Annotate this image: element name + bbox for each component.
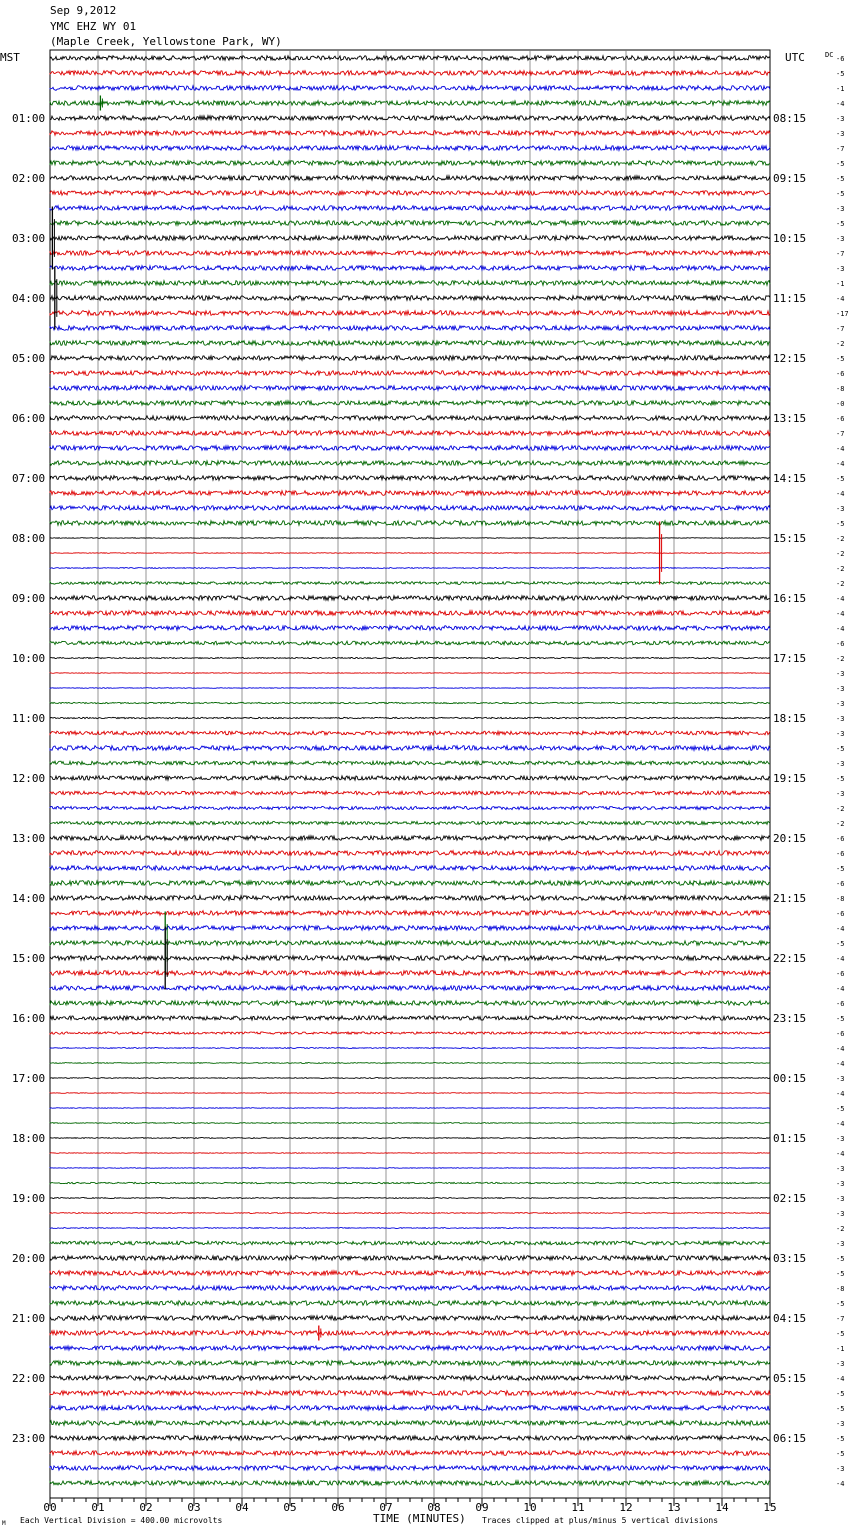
trace-row — [50, 461, 770, 466]
dc-offset-label: -1 — [836, 280, 845, 288]
trace-row — [50, 71, 770, 76]
dc-offset-label: -3 — [836, 1195, 845, 1203]
utc-hour-label: 10:15 — [773, 232, 807, 245]
utc-hour-label: 23:15 — [773, 1012, 807, 1025]
trace-row — [50, 1361, 770, 1366]
vertical-division-note: Each Vertical Division = 400.00 microvolts — [20, 1516, 223, 1525]
dc-offset-label: -7 — [836, 250, 845, 258]
trace-row — [50, 1001, 770, 1006]
mst-hour-label: 12:00 — [12, 772, 46, 785]
trace-row — [50, 341, 770, 346]
dc-offset-label: -4 — [836, 1480, 845, 1488]
trace-row — [50, 1016, 770, 1020]
trace-row — [50, 1063, 770, 1064]
mst-hour-label: 03:00 — [12, 232, 46, 245]
mst-hour-label: 04:00 — [12, 292, 46, 305]
utc-hour-label: 06:15 — [773, 1432, 807, 1445]
mst-axis-label: MST — [0, 51, 20, 64]
seismic-traces — [50, 56, 770, 1486]
trace-row — [50, 1481, 770, 1486]
trace-row — [50, 761, 770, 765]
dc-offset-label: -7 — [836, 145, 845, 153]
trace-row — [50, 1316, 770, 1321]
trace-row — [50, 491, 770, 496]
dc-offset-label: -5 — [836, 745, 845, 753]
dc-offset-label: -5 — [836, 1300, 845, 1308]
dc-offset-label: -3 — [836, 115, 845, 123]
utc-hour-label: 09:15 — [773, 172, 807, 185]
dc-offset-label: -4 — [836, 460, 845, 468]
trace-row — [50, 776, 770, 780]
trace-row — [50, 221, 770, 226]
dc-offset-label: -6 — [836, 1000, 845, 1008]
trace-row — [50, 1241, 770, 1245]
utc-hour-label: 11:15 — [773, 292, 807, 305]
dc-offset-label: -7 — [836, 1315, 845, 1323]
dc-offset-label: -3 — [836, 235, 845, 243]
utc-hour-label: 13:15 — [773, 412, 807, 425]
trace-row — [50, 596, 770, 601]
dc-offset-label: -6 — [836, 850, 845, 858]
x-tick-label: 08 — [427, 1501, 441, 1514]
trace-row — [50, 401, 770, 406]
utc-hour-label: 20:15 — [773, 832, 807, 845]
x-tick-label: 12 — [619, 1501, 633, 1514]
mst-hour-label: 13:00 — [12, 832, 46, 845]
utc-hour-label: 15:15 — [773, 532, 807, 545]
dc-offset-label: -5 — [836, 70, 845, 78]
trace-row — [50, 1421, 770, 1426]
dc-offset-label: -3 — [836, 505, 845, 513]
trace-row — [50, 1213, 770, 1214]
trace-row — [50, 506, 770, 511]
trace-row — [50, 836, 770, 841]
dc-offset-label: -8 — [836, 1285, 845, 1293]
trace-row — [50, 806, 770, 809]
dc-offset-label: -6 — [836, 880, 845, 888]
trace-row — [50, 1138, 770, 1139]
dc-offset-label: -4 — [836, 595, 845, 603]
trace-row — [50, 866, 770, 871]
utc-hour-labels — [773, 112, 806, 1445]
utc-hour-label: 21:15 — [773, 892, 807, 905]
utc-hour-label: 05:15 — [773, 1372, 807, 1385]
trace-row — [50, 717, 770, 718]
dc-offset-label: -8 — [836, 895, 845, 903]
trace-row — [50, 101, 770, 106]
dc-offset-label: -3 — [836, 265, 845, 273]
trace-row — [50, 206, 770, 211]
mst-hour-label: 23:00 — [12, 1432, 46, 1445]
mst-hour-label: 05:00 — [12, 352, 46, 365]
trace-row — [50, 926, 770, 931]
trace-row — [50, 881, 770, 886]
trace-row — [50, 731, 770, 735]
dc-offset-label: -5 — [836, 1405, 845, 1413]
dc-offset-label: -2 — [836, 1225, 845, 1233]
dc-offset-label: -0 — [836, 400, 845, 408]
dc-offset-label: -3 — [836, 1420, 845, 1428]
dc-offset-label: -2 — [836, 580, 845, 588]
dc-offset-label: -3 — [836, 130, 845, 138]
dc-offset-label: -4 — [836, 100, 845, 108]
dc-offset-label: -2 — [836, 535, 845, 543]
mst-hour-label: 20:00 — [12, 1252, 46, 1265]
trace-row — [50, 641, 770, 645]
trace-row — [50, 1078, 770, 1079]
trace-row — [50, 266, 770, 271]
mst-hour-label: 19:00 — [12, 1192, 46, 1205]
trace-row — [50, 851, 770, 856]
trace-row — [50, 1331, 770, 1336]
mst-hour-label: 06:00 — [12, 412, 46, 425]
corner-mark: M — [2, 1520, 6, 1527]
trace-row — [50, 791, 770, 795]
trace-row — [50, 131, 770, 136]
dc-offset-label: -2 — [836, 550, 845, 558]
dc-offset-label: -5 — [836, 1390, 845, 1398]
trace-row — [50, 1346, 770, 1351]
dc-offset-label: -5 — [836, 220, 845, 228]
dc-offset-label: -1 — [836, 85, 845, 93]
dc-offset-label: -5 — [836, 1330, 845, 1338]
trace-row — [50, 146, 770, 151]
trace-row — [50, 1436, 770, 1441]
trace-row — [50, 1228, 770, 1229]
dc-offset-label: -7 — [836, 325, 845, 333]
trace-row — [50, 161, 770, 166]
trace-row — [50, 476, 770, 481]
trace-row — [50, 416, 770, 421]
utc-hour-label: 04:15 — [773, 1312, 807, 1325]
trace-row — [50, 1271, 770, 1276]
dc-offset-label: -8 — [836, 385, 845, 393]
dc-offset-label: -2 — [836, 340, 845, 348]
x-tick-label: 07 — [379, 1501, 393, 1514]
dc-offset-label: -4 — [836, 610, 845, 618]
trace-row — [50, 1391, 770, 1396]
trace-row — [50, 702, 770, 703]
dc-offset-label: -5 — [836, 1450, 845, 1458]
trace-row — [50, 1198, 770, 1199]
x-tick-label: 03 — [187, 1501, 201, 1514]
trace-row — [50, 431, 770, 436]
dc-offset-label: -3 — [836, 685, 845, 693]
dc-offset-label: -2 — [836, 820, 845, 828]
utc-hour-label: 00:15 — [773, 1072, 807, 1085]
trace-row — [50, 521, 770, 526]
trace-row — [50, 1451, 770, 1456]
dc-offset-label: -3 — [836, 790, 845, 798]
dc-offset-label: -6 — [836, 910, 845, 918]
mst-hour-label: 16:00 — [12, 1012, 46, 1025]
utc-hour-label: 22:15 — [773, 952, 807, 965]
dc-offset-label: -4 — [836, 1120, 845, 1128]
utc-hour-label: 08:15 — [773, 112, 807, 125]
trace-row — [50, 1256, 770, 1261]
trace-row — [50, 1032, 770, 1034]
mst-hour-label: 02:00 — [12, 172, 46, 185]
trace-row — [50, 371, 770, 376]
mst-hour-label: 21:00 — [12, 1312, 46, 1325]
utc-hour-label: 19:15 — [773, 772, 807, 785]
trace-row — [50, 911, 770, 916]
trace-row — [50, 896, 770, 901]
trace-row — [50, 821, 770, 824]
dc-offset-label: -4 — [836, 445, 845, 453]
header-location: (Maple Creek, Yellowstone Park, WY) — [50, 35, 282, 48]
dc-offset-label: -4 — [836, 625, 845, 633]
dc-offset-label: -5 — [836, 1270, 845, 1278]
dc-offset-label: -4 — [836, 1150, 845, 1158]
trace-row — [50, 746, 770, 751]
dc-offset-label: -3 — [836, 700, 845, 708]
dc-offset-label: -3 — [836, 1075, 845, 1083]
mst-hour-label: 17:00 — [12, 1072, 46, 1085]
trace-row — [50, 1286, 770, 1291]
dc-offset-label: -3 — [836, 205, 845, 213]
dc-offset-label: -6 — [836, 370, 845, 378]
x-tick-label: 11 — [571, 1501, 585, 1514]
trace-row — [50, 296, 770, 301]
trace-row — [50, 971, 770, 976]
dc-offset-label: -3 — [836, 715, 845, 723]
dc-label: DC — [825, 51, 834, 59]
utc-hour-label: 03:15 — [773, 1252, 807, 1265]
dc-offset-labels — [836, 55, 849, 1488]
x-axis-title: TIME (MINUTES) — [373, 1512, 466, 1525]
dc-offset-label: -4 — [836, 1090, 845, 1098]
dc-offset-label: -4 — [836, 985, 845, 993]
trace-row — [50, 56, 770, 61]
dc-offset-label: -5 — [836, 190, 845, 198]
dc-offset-label: -3 — [836, 1180, 845, 1188]
dc-offset-label: -5 — [836, 475, 845, 483]
x-tick-label: 05 — [283, 1501, 297, 1514]
mst-hour-label: 22:00 — [12, 1372, 46, 1385]
dc-offset-label: -5 — [836, 940, 845, 948]
x-tick-label: 06 — [331, 1501, 345, 1514]
trace-row — [50, 356, 770, 361]
dc-offset-label: -3 — [836, 760, 845, 768]
trace-row — [50, 236, 770, 241]
x-tick-label: 15 — [763, 1501, 777, 1514]
dc-offset-label: -4 — [836, 1375, 845, 1383]
x-tick-label: 00 — [43, 1501, 57, 1514]
x-tick-label: 10 — [523, 1501, 537, 1514]
trace-row — [50, 611, 770, 616]
trace-row — [50, 86, 770, 91]
trace-row — [50, 673, 770, 674]
dc-offset-label: -5 — [836, 1105, 845, 1113]
utc-hour-label: 14:15 — [773, 472, 807, 485]
dc-offset-label: -3 — [836, 1240, 845, 1248]
dc-offset-label: -4 — [836, 1060, 845, 1068]
x-tick-label: 09 — [475, 1501, 489, 1514]
trace-row — [50, 1301, 770, 1306]
mst-hour-labels — [12, 112, 45, 1445]
mst-hour-label: 08:00 — [12, 532, 46, 545]
dc-offset-label: -3 — [836, 1360, 845, 1368]
mst-hour-label: 18:00 — [12, 1132, 46, 1145]
trace-row — [50, 191, 770, 196]
utc-hour-label: 17:15 — [773, 652, 807, 665]
x-tick-label: 02 — [139, 1501, 153, 1514]
trace-row — [50, 626, 770, 631]
dc-offset-label: -5 — [836, 865, 845, 873]
mst-hour-label: 10:00 — [12, 652, 46, 665]
dc-offset-label: -7 — [836, 430, 845, 438]
dc-offset-label: -3 — [836, 670, 845, 678]
clip-note: Traces clipped at plus/minus 5 vertical divisions — [482, 1516, 719, 1525]
dc-offset-label: -4 — [836, 490, 845, 498]
dc-offset-label: -5 — [836, 160, 845, 168]
mst-hour-label: 14:00 — [12, 892, 46, 905]
dc-offset-label: -2 — [836, 655, 845, 663]
dc-offset-label: -3 — [836, 1165, 845, 1173]
dc-offset-label: -4 — [836, 955, 845, 963]
trace-row — [50, 1466, 770, 1471]
mst-hour-label: 15:00 — [12, 952, 46, 965]
mst-hour-label: 07:00 — [12, 472, 46, 485]
mst-hour-label: 09:00 — [12, 592, 46, 605]
trace-row — [50, 251, 770, 256]
dc-offset-label: -6 — [836, 1030, 845, 1038]
dc-offset-label: -6 — [836, 835, 845, 843]
trace-row — [50, 116, 770, 121]
trace-row — [50, 582, 770, 585]
header-station: YMC EHZ WY 01 — [50, 20, 137, 33]
dc-offset-label: -6 — [836, 55, 845, 63]
dc-offset-label: -3 — [836, 1135, 845, 1143]
dc-offset-label: -3 — [836, 1210, 845, 1218]
trace-row — [50, 956, 770, 961]
trace-row — [50, 1182, 770, 1183]
x-tick-label: 04 — [235, 1501, 249, 1514]
dc-offset-label: -6 — [836, 970, 845, 978]
trace-row — [50, 311, 770, 316]
trace-row — [50, 1153, 770, 1154]
dc-offset-label: -6 — [836, 640, 845, 648]
trace-row — [50, 1108, 770, 1109]
x-tick-label: 13 — [667, 1501, 681, 1514]
dc-offset-label: -5 — [836, 1015, 845, 1023]
trace-row — [50, 688, 770, 689]
mst-hour-label: 01:00 — [12, 112, 46, 125]
x-tick-label: 14 — [715, 1501, 729, 1514]
trace-row — [50, 326, 770, 331]
trace-row — [50, 941, 770, 946]
x-tick-label: 01 — [91, 1501, 105, 1514]
trace-row — [50, 657, 770, 658]
dc-offset-label: -2 — [836, 805, 845, 813]
dc-offset-label: -17 — [836, 310, 849, 318]
dc-offset-label: -5 — [836, 175, 845, 183]
dc-offset-label: -4 — [836, 1045, 845, 1053]
utc-axis-label: UTC — [785, 51, 805, 64]
dc-offset-label: -5 — [836, 1435, 845, 1443]
dc-offset-label: -3 — [836, 1465, 845, 1473]
utc-hour-label: 18:15 — [773, 712, 807, 725]
trace-row — [50, 281, 770, 286]
dc-offset-label: -6 — [836, 415, 845, 423]
dc-offset-label: -5 — [836, 775, 845, 783]
utc-hour-label: 01:15 — [773, 1132, 807, 1145]
trace-row — [50, 1093, 770, 1094]
dc-offset-label: -2 — [836, 565, 845, 573]
trace-row — [50, 1376, 770, 1381]
dc-offset-label: -4 — [836, 925, 845, 933]
header-date: Sep 9,2012 — [50, 4, 117, 17]
trace-row — [50, 1406, 770, 1411]
dc-offset-label: -5 — [836, 355, 845, 363]
utc-hour-label: 02:15 — [773, 1192, 807, 1205]
dc-offset-label: -4 — [836, 295, 845, 303]
mst-hour-label: 11:00 — [12, 712, 46, 725]
trace-row — [50, 1123, 770, 1124]
dc-offset-label: -5 — [836, 520, 845, 528]
utc-hour-label: 12:15 — [773, 352, 807, 365]
dc-offset-label: -1 — [836, 1345, 845, 1353]
utc-hour-label: 16:15 — [773, 592, 807, 605]
trace-row — [50, 1168, 770, 1169]
dc-offset-label: -3 — [836, 730, 845, 738]
dc-offset-label: -5 — [836, 1255, 845, 1263]
trace-row — [50, 176, 770, 181]
trace-row — [50, 446, 770, 451]
trace-row — [50, 986, 770, 991]
trace-row — [50, 386, 770, 391]
trace-row — [50, 1048, 770, 1049]
